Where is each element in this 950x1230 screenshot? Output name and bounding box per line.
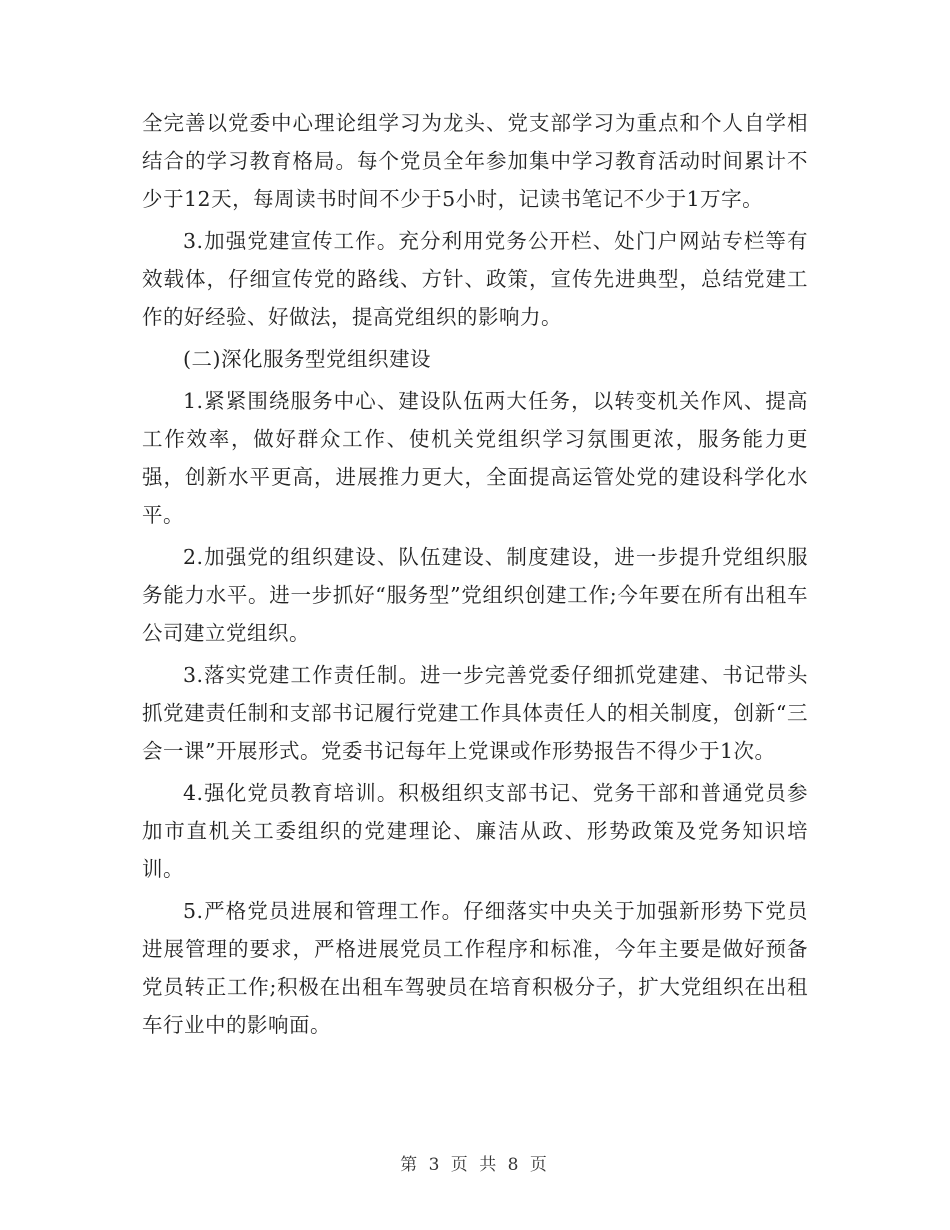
paragraph-service-center: 1.紧紧围绕服务中心、建设队伍两大任务，以转变机关作风、提高工作效率，做好群众工作、使机关党组织学习氛围更浓，服务能力更强，创新水平更高，进展推力更大，全面提高运管处党的建设科学化水平。: [142, 389, 808, 527]
section-heading-service-party: (二)深化服务型党组织建设: [183, 347, 431, 371]
paragraph-member-management: 5.严格党员进展和管理工作。仔细落实中央关于加强新形势下党员进展管理的要求，严格进展党员工作程序和标准，今年主要是做好预备党员转正工作;积极在出租车驾驶员在培育积极分子，扩大党组织在出租车行业中的影响面。: [142, 899, 808, 1037]
paragraph-continuation: 全完善以党委中心理论组学习为龙头、党支部学习为重点和个人自学相结合的学习教育格局。每个党员全年参加集中学习教育活动时间累计不少于12天，每周读书时间不少于5小时，记读书笔记不少于1万字。: [142, 111, 808, 211]
paragraph-organization-building: 2.加强党的组织建设、队伍建设、制度建设，进一步提升党组织服务能力水平。进一步抓好“服务型”党组织创建工作;今年要在所有出租车公司建立党组织。: [142, 545, 808, 645]
paragraph-party-publicity: 3.加强党建宣传工作。充分利用党务公开栏、处门户网站专栏等有效载体，仔细宣传党的路线、方针、政策，宣传先进典型，总结党建工作的好经验、好做法，提高党组织的影响力。: [142, 229, 808, 329]
document-body: [142, 104, 808, 1048]
paragraph-member-training: 4.强化党员教育培训。积极组织支部书记、党务干部和普通党员参加市直机关工委组织的党建理论、廉洁从政、形势政策及党务知识培训。: [142, 781, 808, 881]
page-footer: 第 3 页 共 8 页: [400, 1155, 550, 1175]
paragraph-responsibility-system: 3.落实党建工作责任制。进一步完善党委仔细抓党建建、书记带头抓党建责任制和支部书记履行党建工作具体责任人的相关制度，创新“三会一课”开展形式。党委书记每年上党课或作形势报告不得少于1次。: [142, 663, 808, 763]
